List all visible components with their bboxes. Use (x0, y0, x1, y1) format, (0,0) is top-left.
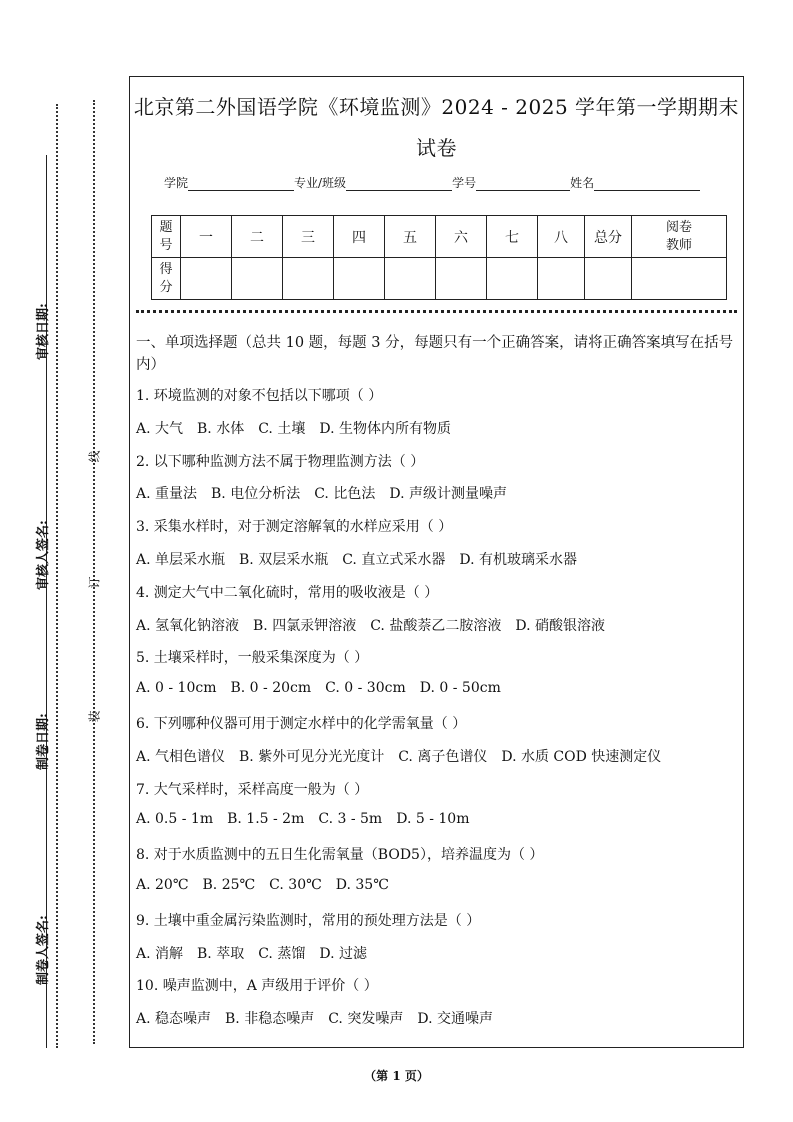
binding-char-staple: 订 (87, 576, 102, 589)
name-blank[interactable] (594, 178, 700, 191)
option-a[interactable]: A. 稳态噪声 (136, 1011, 212, 1028)
student-id-blank[interactable] (476, 178, 570, 191)
option-b[interactable]: B. 0 - 20cm (230, 680, 312, 697)
question-stem: 7. 大气采样时，采样高度一般为（ ） (136, 781, 369, 798)
score-cell-3[interactable] (283, 258, 334, 300)
option-a[interactable]: A. 气相色谱仪 (136, 748, 226, 765)
compiler-signature-label: 制卷人签名: (36, 915, 51, 985)
question-options (136, 943, 381, 963)
option-c[interactable]: C. 土壤 (258, 420, 306, 437)
question-options (136, 483, 521, 503)
score-row-label: 得分 (152, 258, 181, 300)
option-d[interactable]: D. 过滤 (319, 945, 367, 962)
option-c[interactable]: C. 比色法 (314, 486, 376, 503)
margin-dotted-line-inner (93, 100, 95, 1044)
binding-char-bind: 装 (87, 710, 102, 723)
option-d[interactable]: D. 有机玻璃采水器 (459, 552, 577, 568)
score-header-grader: 阅卷教师 (632, 216, 727, 258)
score-table-header-row (152, 216, 727, 258)
score-header-question-number: 题号 (152, 216, 181, 258)
score-header-3: 三 (283, 216, 334, 258)
student-id-label: 学号 (452, 176, 477, 190)
option-c[interactable]: C. 3 - 5m (318, 811, 383, 828)
option-d[interactable]: D. 35℃ (335, 877, 389, 893)
option-d[interactable]: D. 水质 COD 快速测定仪 (501, 748, 662, 765)
score-cell-2[interactable] (232, 258, 283, 300)
option-a[interactable]: A. 重量法 (136, 486, 198, 503)
score-header-8: 八 (538, 216, 585, 258)
option-a[interactable]: A. 氢氧化钠溶液 (136, 617, 240, 634)
college-label: 学院 (164, 176, 189, 190)
option-b[interactable]: B. 电位分析法 (211, 486, 301, 503)
score-cell-total[interactable] (585, 258, 632, 300)
question-options (136, 811, 483, 827)
score-header-4: 四 (334, 216, 385, 258)
exam-title-line2: 试卷 (416, 136, 457, 160)
major-class-label: 专业/班级 (294, 176, 347, 190)
option-c[interactable]: C. 直立式采水器 (342, 552, 446, 568)
option-d[interactable]: D. 硝酸银溶液 (515, 617, 605, 634)
option-b[interactable]: B. 紫外可见分光光度计 (239, 748, 385, 765)
score-cell-7[interactable] (487, 258, 538, 300)
separator-dotted-line (136, 310, 737, 313)
option-a[interactable]: A. 消解 (136, 945, 184, 962)
score-cell-grader[interactable] (632, 258, 727, 300)
question-stem: 9. 土壤中重金属污染监测时，常用的预处理方法是（ ） (136, 912, 481, 929)
option-d[interactable]: D. 交通噪声 (417, 1011, 493, 1028)
score-header-1: 一 (181, 216, 232, 258)
option-a[interactable]: A. 20℃ (136, 877, 189, 893)
option-d[interactable]: D. 0 - 50cm (419, 680, 501, 697)
score-cell-1[interactable] (181, 258, 232, 300)
question-stem: 6. 下列哪种仪器可用于测定水样中的化学需氧量（ ） (136, 716, 467, 732)
question-options (136, 418, 465, 438)
option-a[interactable]: A. 单层采水瓶 (136, 552, 226, 568)
score-header-7: 七 (487, 216, 538, 258)
score-header-5: 五 (385, 216, 436, 258)
question-stem: 3. 采集水样时，对于测定溶解氧的水样应采用（ ） (136, 519, 453, 536)
score-header-6: 六 (436, 216, 487, 258)
option-b[interactable]: B. 1.5 - 2m (227, 811, 305, 828)
option-c[interactable]: C. 30℃ (269, 877, 322, 893)
option-a[interactable]: A. 大气 (136, 420, 184, 437)
question-options (136, 877, 403, 893)
option-b[interactable]: B. 双层采水瓶 (239, 552, 329, 568)
question-stem: 2. 以下哪种监测方法不属于物理监测方法（ ） (136, 453, 425, 470)
option-d[interactable]: D. 5 - 10m (396, 811, 470, 828)
page-number: （第 1 页） (364, 1069, 429, 1083)
option-b[interactable]: B. 四氯汞钾溶液 (253, 617, 357, 634)
option-a[interactable]: A. 0 - 10cm (136, 680, 217, 697)
question-options (136, 615, 619, 635)
score-header-2: 二 (232, 216, 283, 258)
question-options (136, 746, 675, 766)
option-a[interactable]: A. 0.5 - 1m (136, 811, 214, 828)
option-b[interactable]: B. 25℃ (202, 877, 256, 893)
margin-dotted-line-outer (56, 104, 58, 1048)
score-header-total: 总分 (585, 216, 632, 258)
score-cell-6[interactable] (436, 258, 487, 300)
option-c[interactable]: C. 突发噪声 (328, 1011, 404, 1028)
score-cell-5[interactable] (385, 258, 436, 300)
college-blank[interactable] (188, 178, 294, 191)
question-options (136, 680, 515, 696)
option-c[interactable]: C. 0 - 30cm (325, 680, 406, 697)
exam-frame (129, 76, 744, 1048)
question-stem: 4. 测定大气中二氧化硫时，常用的吸收液是（ ） (136, 584, 439, 601)
score-cell-8[interactable] (538, 258, 585, 300)
major-class-blank[interactable] (346, 178, 452, 191)
score-table (151, 215, 727, 300)
question-options (136, 1008, 507, 1028)
score-table-score-row (152, 258, 727, 300)
option-d[interactable]: D. 生物体内所有物质 (319, 420, 451, 437)
question-stem: 8. 对于水质监测中的五日生化需氧量（BOD5），培养温度为（ ） (136, 847, 544, 864)
option-b[interactable]: B. 水体 (197, 420, 245, 437)
option-b[interactable]: B. 非稳态噪声 (225, 1011, 315, 1028)
option-b[interactable]: B. 萃取 (197, 945, 245, 962)
score-cell-4[interactable] (334, 258, 385, 300)
question-options (136, 549, 591, 569)
option-c[interactable]: C. 离子色谱仪 (398, 748, 488, 765)
question-stem: 5. 土壤采样时，一般采集深度为（ ） (136, 650, 369, 667)
reviewer-signature-label: 审核人签名: (36, 520, 51, 590)
section-heading: 一、单项选择题（总共 10 题，每题 3 分，每题只有一个正确答案，请将正确答案填写在括号内） (136, 335, 734, 373)
review-date-label: 审核日期: (36, 303, 51, 360)
name-label: 姓名 (570, 176, 595, 190)
question-stem: 1. 环境监测的对象不包括以下哪项（ ） (136, 388, 383, 404)
compile-date-label: 制卷日期: (36, 713, 51, 770)
option-c[interactable]: C. 盐酸萘乙二胺溶液 (370, 617, 502, 634)
student-info-row (164, 174, 700, 191)
binding-char-line: 线 (87, 450, 102, 463)
option-c[interactable]: C. 蒸馏 (258, 945, 306, 962)
question-stem: 10. 噪声监测中，A 声级用于评价（ ） (136, 978, 378, 995)
exam-title-line1: 北京第二外国语学院《环境监测》2024 - 2025 学年第一学期期末 (133, 95, 740, 119)
option-d[interactable]: D. 声级计测量噪声 (389, 486, 507, 503)
